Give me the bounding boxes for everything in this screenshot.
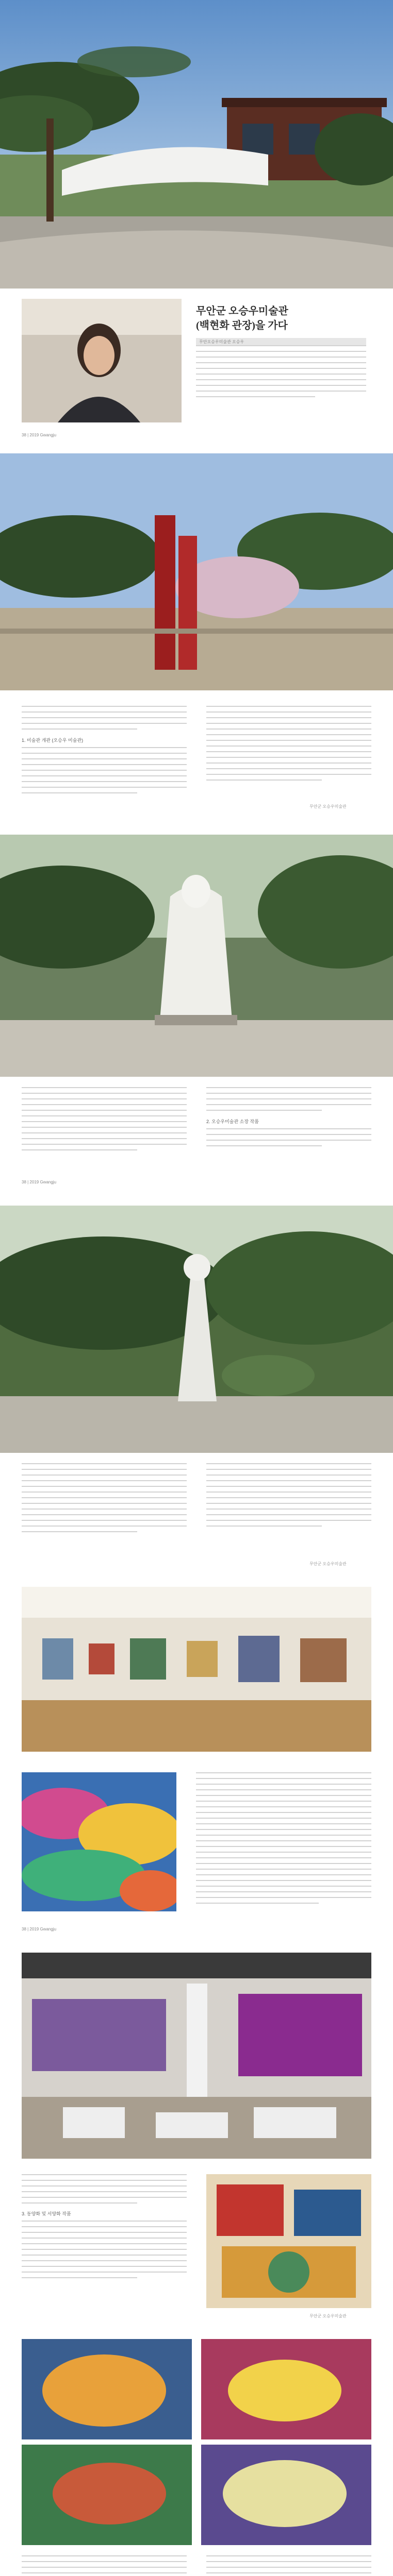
photo-gallery-interior [22,1587,371,1752]
page-footer-left-1: 38 | 2019 Gwangju [22,433,57,437]
painting-2-svg [206,2174,371,2308]
photo-red-sign-svg [0,453,393,690]
page-footer-left-2: 38 | 2019 Gwangju [22,1180,57,1184]
section-heading-3: 3. 동양화 및 서양화 작품 [22,2211,71,2216]
body-text-col-4a [206,1087,371,1115]
photo-gallery-purple-wall [22,1953,371,2159]
painting-colorful-landscape [22,1772,176,1911]
body-text-col-7 [196,1772,371,1908]
page-footer-right-1: 무안군 오승우미술관 [309,804,347,809]
photo-gallery2-svg [22,1953,371,2159]
photo-garden-svg [0,1206,393,1453]
body-text-col-9 [22,2221,187,2283]
body-text-col-4b [206,1128,371,1151]
painting-grid-svg [22,2339,371,2545]
hero-photo-museum-exterior [0,0,393,289]
portrait-photo-director [22,299,182,422]
body-text-col-3 [22,1087,187,1155]
body-text-col-5 [22,1463,187,1537]
intro-text-block [196,345,366,402]
article-title-block [196,304,366,346]
section-heading-2: 2. 오승우미술관 소장 작품 [206,1119,259,1124]
photo-sculpture-svg [0,835,393,1077]
photo-gallery-svg [22,1587,371,1752]
body-text-col-1b [22,747,187,798]
article-title-line1: 무안군 오승우미술관 [196,306,288,317]
body-text-col-1a [22,706,187,734]
page-footer-left-3: 38 | 2019 Gwangju [22,1927,57,1931]
article-title [196,304,366,333]
page-footer-right-2: 무안군 오승우미술관 [309,1562,347,1566]
photo-garden-sculpture [0,1206,393,1453]
article-subtitle: 무안오승우미술관 오승우 [196,338,366,346]
body-text-col-10 [22,2555,187,2576]
painting-grid-1 [22,2339,371,2545]
hero-photo-svg [0,0,393,289]
portrait-svg [22,299,182,422]
section-heading-1: 1. 미술관 개관 (오승우 미술관) [22,738,84,743]
page-footer-right-3: 무안군 오승우미술관 [309,2314,347,2318]
body-text-col-8 [22,2174,187,2208]
painting-1-svg [22,1772,176,1911]
body-text-col-6 [206,1463,371,1531]
body-text-col-2 [206,706,371,785]
painting-abstract-red [206,2174,371,2308]
photo-white-sculpture [0,835,393,1077]
photo-red-sign-trees [0,453,393,690]
article-title-line2: (백현화 관장)을 가다 [196,320,288,331]
body-text-col-11 [206,2555,371,2576]
